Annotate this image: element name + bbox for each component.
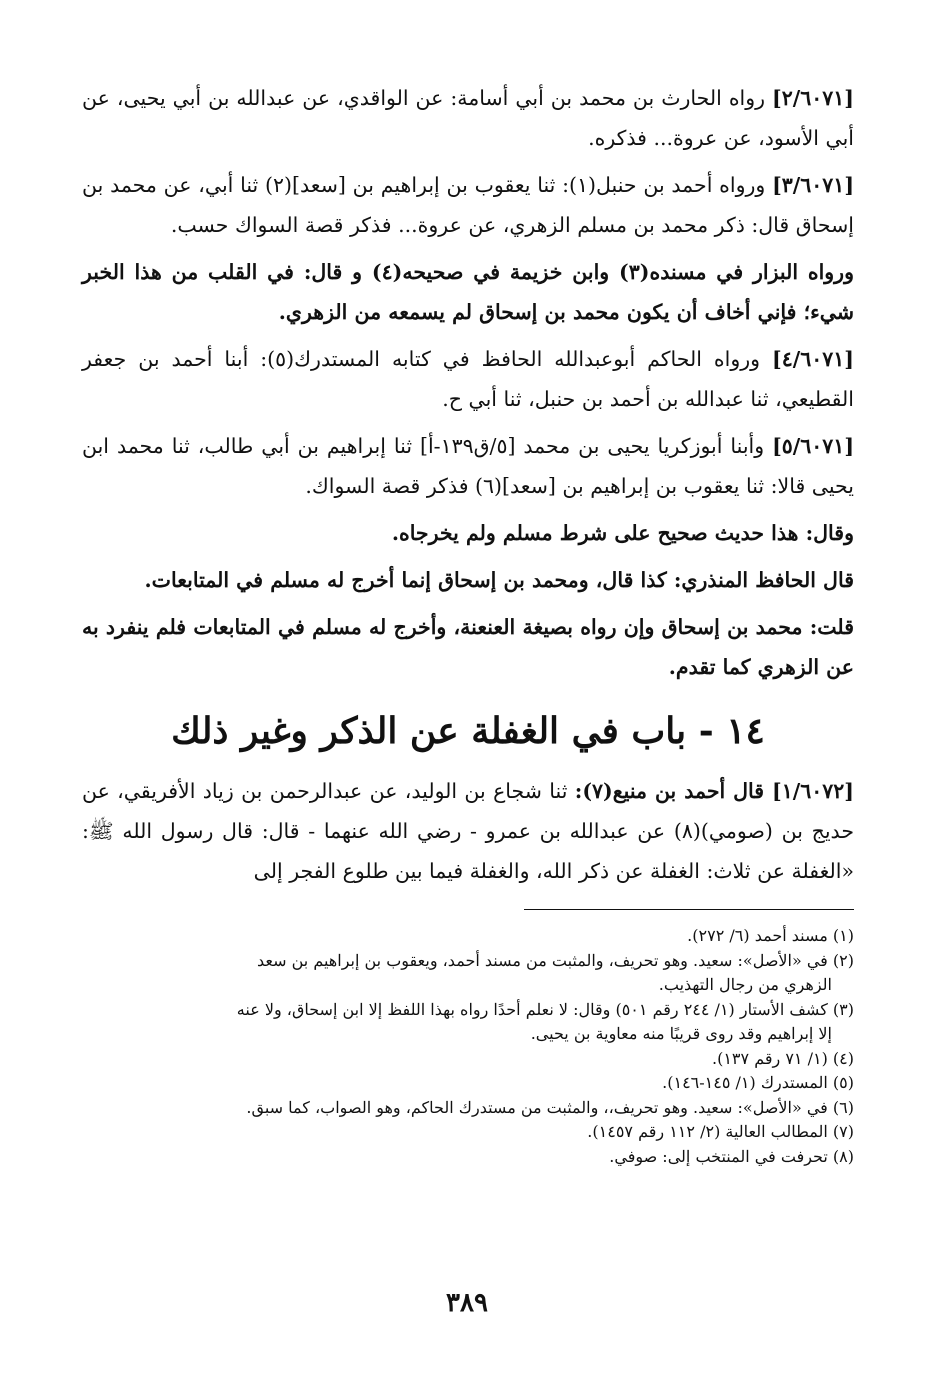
footnote-1 [82,924,854,949]
paragraph-6071-5 [82,426,854,506]
footnote-text: (٤) (١/ ٧١ رقم ١٣٧). [712,1048,854,1068]
footnote-8 [82,1145,854,1170]
footnote-continuation: إلا إبراهيم وقد روى قريبًا منه معاوية بن يحيى. [530,1024,832,1043]
paragraph-6071-3 [82,165,854,245]
hadith-number: [٣/٦٠٧١] [772,173,855,197]
footnote-text: (٥) المستدرك (١/ ١٤٥-١٤٦). [662,1073,854,1092]
footnote-divider [524,909,854,910]
paragraph-text: قال الحافظ المنذري: كذا قال، ومحمد بن إسحاق إنما أخرج له مسلم في المتابعات. [144,568,854,592]
paragraph-text: رواه الحارث بن محمد بن أبي أسامة: عن الواقدي، عن عبدالله بن أبي يحيى، عن أبي الأسود، عن عروة... فذكره. [82,86,854,150]
paragraph-author-note [82,607,854,687]
footnote-2 [82,949,854,998]
footnote-text: (٨) تحرفت في المنتخب إلى: صوفي. [609,1146,854,1166]
hadith-lead: قال أحمد بن منيع(٧): [574,779,773,803]
paragraph-text: وأبنا أبوزكريا يحيى بن محمد [٥/ق١٣٩-أ] ثنا إبراهيم بن أبي طالب، ثنا محمد ابن يحيى قالا: ثنا يعقوب بن إبراهيم بن [سعد](٦) فذكر قصة السواك. [82,434,854,498]
footnote-text: (١) مسند أحمد (٦/ ٢٧٢). [687,926,854,945]
hadith-number: [١/٦٠٧٢] [772,779,854,803]
footnote-7 [82,1120,854,1145]
footnote-6 [82,1096,854,1121]
footnote-text: (٦) في «الأصل»: سعيد. وهو تحريف،، والمثبت من مستدرك الحاكم، وهو الصواب، كما سبق. [246,1097,854,1117]
footnote-text: (٧) المطالب العالية (٢/ ١١٢ رقم ١٤٥٧). [587,1122,854,1141]
page-number: ٣٨٩ [446,1288,488,1318]
paragraph-text: وقال: هذا حديث صحيح على شرط مسلم ولم يخرجاه. [391,521,854,545]
footnote-continuation: الزهري من رجال التهذيب. [658,975,832,994]
chapter-heading: ١٤ - باب في الغفلة عن الذكر وغير ذلك [171,710,765,752]
paragraph-text: ورواه البزار في مسنده(٣) وابن خزيمة في صحيحه(٤) و قال: في القلب من هذا الخبر شيء؛ فإني أخاف أن يكون محمد بن إسحاق لم يسمعه من الزهري. [82,260,854,324]
hadith-number: [٤/٦٠٧١] [772,347,854,371]
paragraph-text: ورواه الحاكم أبوعبدالله الحافظ في كتابه المستدرك(٥): أبنا أحمد بن جعفر القطيعي، ثنا عبدالله بن أحمد بن حنبل، ثنا أبي ح. [82,347,854,411]
footnote-text: (٢) في «الأصل»: سعيد. وهو تحريف، والمثبت من مسند أحمد، ويعقوب بن إبراهيم بن سعد [257,950,854,970]
paragraph-text: قلت: محمد بن إسحاق وإن رواه بصيغة العنعنة، وأخرج له مسلم في المتابعات فلم ينفرد به عن الزهري كما تقدم. [82,615,854,679]
paragraph-text: ثنا شجاع بن الوليد، عن عبدالرحمن بن زياد الأفريقي، عن حديج بن (صومي)(٨) عن عبدالله بن عمرو - رضي الله عنهما - قال: قال رسول الله ﷺ: «الغفلة عن ثلاث: الغفلة عن ذكر الله، والغفلة فيما بين طلوع الفجر إلى [82,779,854,883]
hadith-number: [٢/٦٠٧١] [772,86,854,110]
hadith-number: [٥/٦٠٧١] [772,434,855,458]
paragraph-6071-2 [82,78,854,158]
paragraph-mundhiri [82,560,854,600]
paragraph-text: ورواه أحمد بن حنبل(١): ثنا يعقوب بن إبراهيم بن [سعد](٢) ثنا أبي، عن محمد بن إسحاق قال: ذكر محمد بن مسلم الزهري، عن عروة... فذكر قصة السواك حسب. [82,173,854,237]
paragraph-bazzar [82,252,854,332]
footnote-4 [82,1047,854,1072]
paragraph-6071-4 [82,339,854,419]
paragraph-hakim-comment [82,513,854,553]
paragraph-6072-1 [82,771,854,891]
footnote-3 [82,998,854,1047]
footnote-5 [82,1071,854,1096]
footnotes [82,924,854,1169]
footnote-text: (٣) كشف الأستار (١/ ٢٤٤ رقم ٥٠١) وقال: لا نعلم أحدًا رواه بهذا اللفظ إلا ابن إسحاق، ولا عنه [236,999,854,1019]
